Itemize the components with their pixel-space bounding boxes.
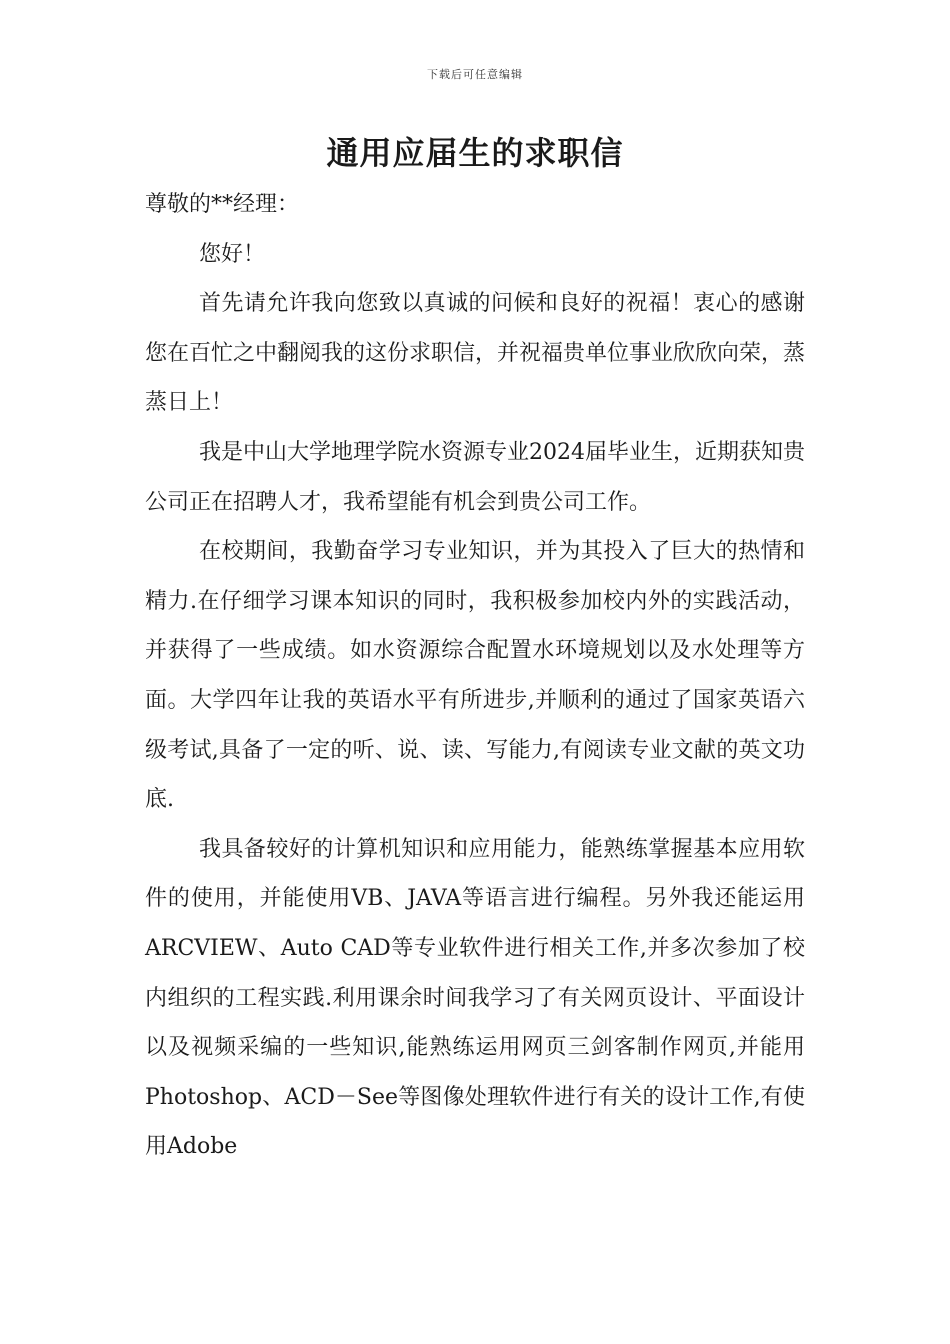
paragraph-computer-skills: 我具备较好的计算机知识和应用能力，能熟练掌握基本应用软件的使用，并能使用VB、JAVA等语言进行编程。另外我还能运用ARCVIEW、Auto CAD等专业软件进行相关工作,并多次参加了校内组织的工程实践.利用课余时间我学习了有关网页设计、平面设计以及视频采编的一些知识,能熟练运用网页三剑客制作网页,并能用Photoshop、ACD－See等图像处理软件进行有关的设计工作,有使用Adobe (145, 836, 805, 1160)
letter-body (145, 180, 805, 1172)
paragraph-opening: 首先请允许我向您致以真诚的问候和良好的祝福！衷心的感谢您在百忙之中翻阅我的这份求职信，并祝福贵单位事业欣欣向荣，蒸蒸日上！ (145, 291, 806, 416)
salutation: 尊敬的**经理： (145, 192, 300, 217)
paragraph-greeting: 您好！ (199, 241, 266, 267)
paragraph-study: 在校期间，我勤奋学习专业知识，并为其投入了巨大的热情和精力.在仔细学习课本知识的同时，我积极参加校内外的实践活动，并获得了一些成绩。如水资源综合配置水环境规划以及水处理等方面。大学四年让我的英语水平有所进步,并顺利的通过了国家英语六级考试,具备了一定的听、说、读、写能力,有阅读专业文献的英文功底. (145, 539, 805, 813)
paragraph-introduction: 我是中山大学地理学院水资源专业2024届毕业生，近期获知贵公司正在招聘人才，我希望能有机会到贵公司工作。 (145, 439, 805, 515)
header-note: 下载后可任意编辑 (427, 68, 523, 81)
page-title: 通用应届生的求职信 (326, 134, 624, 172)
